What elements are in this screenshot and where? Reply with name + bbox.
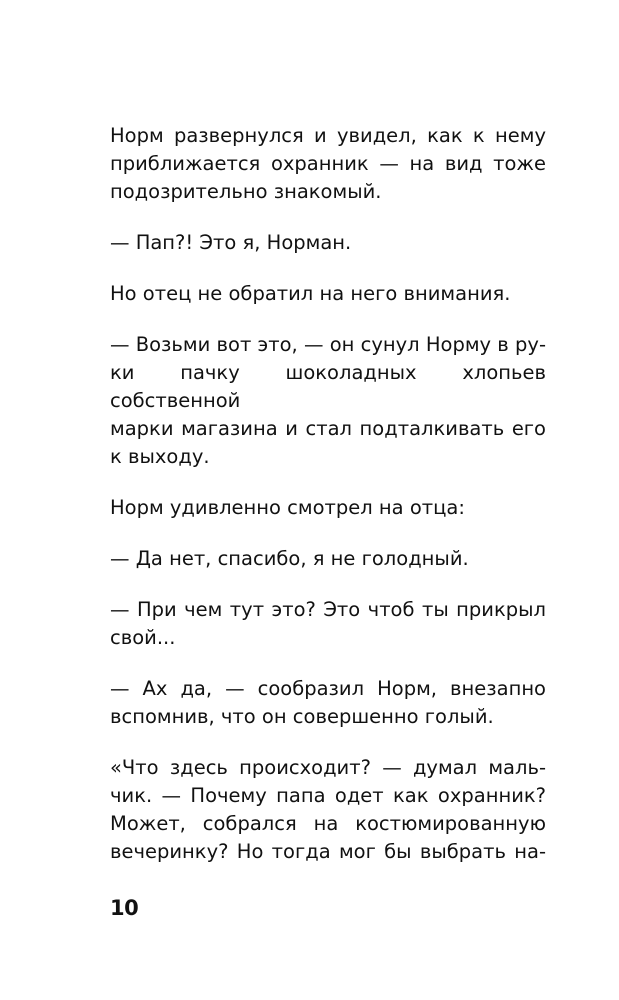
paragraph-5 [110,494,546,522]
text-line: к выходу. [110,445,210,468]
text-line: ки пачку шоколадных хлопьев собственной [110,361,546,412]
text-line: — Пап?! Это я, Норман. [110,231,352,254]
text-line: Может, собрался на костюмированную [110,812,546,835]
text-line: вечеринку? Но тогда мог бы выбрать на- [110,840,546,863]
text-line: — Ах да, — сообразил Норм, внезапно [110,677,546,700]
page-number: 10 [110,896,139,920]
paragraph-7 [110,596,546,652]
paragraph-3 [110,280,546,308]
text-line: марки магазина и стал подталкивать его [110,417,546,440]
paragraph-9 [110,754,546,866]
text-line: подозрительно знакомый. [110,180,382,203]
text-line: вспомнив, что он совершенно голый. [110,705,494,728]
text-line: чик. — Почему папа одет как охранник? [110,784,546,807]
text-line: Норм удивленно смотрел на отца: [110,496,465,519]
text-line: Но отец не обратил на него внимания. [110,282,511,305]
text-line: — Возьми вот это, — он сунул Норму в ру- [110,333,546,356]
paragraph-8 [110,675,546,731]
paragraph-2 [110,229,546,257]
text-line: «Что здесь происходит? — думал маль- [110,756,546,779]
text-line: свой... [110,626,176,649]
text-line: — При чем тут это? Это чтоб ты прикрыл [110,598,546,621]
text-line: приближается охранник — на вид тоже [110,152,546,175]
text-line: — Да нет, спасибо, я не голодный. [110,547,469,570]
text-line: Норм развернулся и увидел, как к нему [110,124,546,147]
paragraph-1 [110,122,546,206]
body-text [110,122,546,889]
paragraph-6 [110,545,546,573]
paragraph-4 [110,331,546,471]
